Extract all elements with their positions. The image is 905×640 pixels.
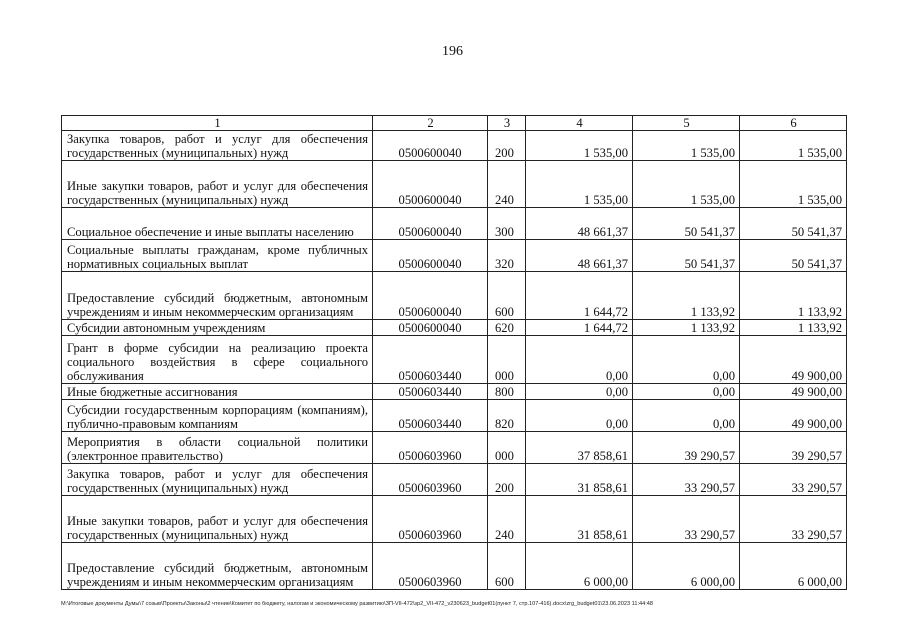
row-value: 0,00 [633, 384, 740, 400]
table-row [62, 400, 847, 432]
row-name: Иные бюджетные ассигнования [62, 384, 373, 400]
row-value: 37 858,61 [526, 432, 633, 464]
row-value: 33 290,57 [633, 496, 740, 543]
table-row [62, 432, 847, 464]
row-value: 1 535,00 [633, 131, 740, 161]
header-cell: 3 [488, 116, 526, 131]
row-value: 50 541,37 [633, 240, 740, 272]
row-type: 620 [488, 320, 526, 336]
row-value: 6 000,00 [633, 543, 740, 590]
row-value: 0,00 [633, 400, 740, 432]
row-value: 48 661,37 [526, 208, 633, 240]
row-value: 31 858,61 [526, 464, 633, 496]
row-value: 0,00 [526, 384, 633, 400]
row-code: 0500600040 [373, 161, 488, 208]
row-code: 0500603440 [373, 336, 488, 384]
row-value: 1 133,92 [740, 272, 847, 320]
row-type: 800 [488, 384, 526, 400]
row-value: 1 535,00 [526, 161, 633, 208]
row-name: Закупка товаров, работ и услуг для обеспечения государственных (муниципальных) нужд [62, 131, 373, 161]
row-value: 49 900,00 [740, 384, 847, 400]
row-value: 39 290,57 [740, 432, 847, 464]
row-name: Грант в форме субсидии на реализацию проекта социального воздействия в сфере социального обслуживания [62, 336, 373, 384]
table-row [62, 240, 847, 272]
table-row [62, 131, 847, 161]
row-name: Субсидии автономным учреждениям [62, 320, 373, 336]
row-value: 1 644,72 [526, 320, 633, 336]
row-type: 600 [488, 543, 526, 590]
row-value: 31 858,61 [526, 496, 633, 543]
row-type: 000 [488, 336, 526, 384]
table-row [62, 272, 847, 320]
row-code: 0500600040 [373, 131, 488, 161]
row-code: 0500603960 [373, 432, 488, 464]
row-type: 000 [488, 432, 526, 464]
row-code: 0500603960 [373, 496, 488, 543]
row-value: 49 900,00 [740, 336, 847, 384]
row-type: 600 [488, 272, 526, 320]
row-type: 200 [488, 464, 526, 496]
row-value: 1 133,92 [740, 320, 847, 336]
row-code: 0500600040 [373, 208, 488, 240]
row-value: 1 133,92 [633, 320, 740, 336]
row-value: 0,00 [633, 336, 740, 384]
row-code: 0500600040 [373, 240, 488, 272]
row-value: 1 644,72 [526, 272, 633, 320]
page-number: 196 [442, 44, 463, 59]
row-name: Субсидии государственным корпорациям (компаниям), публично-правовым компаниям [62, 400, 373, 432]
row-value: 1 535,00 [633, 161, 740, 208]
row-type: 200 [488, 131, 526, 161]
table-row [62, 320, 847, 336]
header-cell: 6 [740, 116, 847, 131]
row-type: 300 [488, 208, 526, 240]
table-row [62, 161, 847, 208]
table-row [62, 496, 847, 543]
row-type: 240 [488, 161, 526, 208]
header-cell: 5 [633, 116, 740, 131]
row-value: 0,00 [526, 336, 633, 384]
row-name: Предоставление субсидий бюджетным, автономным учреждениям и иным некоммерческим организациям [62, 272, 373, 320]
row-value: 0,00 [526, 400, 633, 432]
row-value: 1 535,00 [740, 131, 847, 161]
header-cell: 2 [373, 116, 488, 131]
row-value: 1 535,00 [526, 131, 633, 161]
row-type: 820 [488, 400, 526, 432]
row-value: 39 290,57 [633, 432, 740, 464]
row-value: 33 290,57 [740, 464, 847, 496]
row-value: 33 290,57 [740, 496, 847, 543]
header-cell: 1 [62, 116, 373, 131]
row-code: 0500603960 [373, 543, 488, 590]
table-row [62, 336, 847, 384]
row-value: 1 133,92 [633, 272, 740, 320]
header-cell: 4 [526, 116, 633, 131]
table-row [62, 464, 847, 496]
row-value: 50 541,37 [633, 208, 740, 240]
row-name: Предоставление субсидий бюджетным, автономным учреждениям и иным некоммерческим организациям [62, 543, 373, 590]
row-code: 0500603960 [373, 464, 488, 496]
row-value: 50 541,37 [740, 208, 847, 240]
row-code: 0500603440 [373, 400, 488, 432]
row-code: 0500600040 [373, 320, 488, 336]
footer-file-path: M:\Итоговые документы Думы\7 созыв\Проекты\Законы\2 чтение\Комитет по бюджету, налогам и экономическому развитию\ЗП-VII-472\зр2_VII-472_v230623_budget01(пункт 7, стр.107-416).docx\zrg_budget01\23.06.2023 11:44:48 [61, 601, 654, 607]
table-row [62, 208, 847, 240]
header-row [62, 116, 847, 131]
budget-table [61, 115, 847, 590]
row-name: Иные закупки товаров, работ и услуг для обеспечения государственных (муниципальных) нужд [62, 496, 373, 543]
row-value: 50 541,37 [740, 240, 847, 272]
row-name: Мероприятия в области социальной политики (электронное правительство) [62, 432, 373, 464]
row-value: 49 900,00 [740, 400, 847, 432]
row-type: 320 [488, 240, 526, 272]
row-value: 6 000,00 [740, 543, 847, 590]
row-name: Социальное обеспечение и иные выплаты населению [62, 208, 373, 240]
row-value: 1 535,00 [740, 161, 847, 208]
row-name: Закупка товаров, работ и услуг для обеспечения государственных (муниципальных) нужд [62, 464, 373, 496]
row-code: 0500600040 [373, 272, 488, 320]
row-value: 33 290,57 [633, 464, 740, 496]
row-name: Социальные выплаты гражданам, кроме публичных нормативных социальных выплат [62, 240, 373, 272]
row-code: 0500603440 [373, 384, 488, 400]
row-type: 240 [488, 496, 526, 543]
row-value: 48 661,37 [526, 240, 633, 272]
row-value: 6 000,00 [526, 543, 633, 590]
table-row [62, 543, 847, 590]
row-name: Иные закупки товаров, работ и услуг для обеспечения государственных (муниципальных) нужд [62, 161, 373, 208]
table-row [62, 384, 847, 400]
